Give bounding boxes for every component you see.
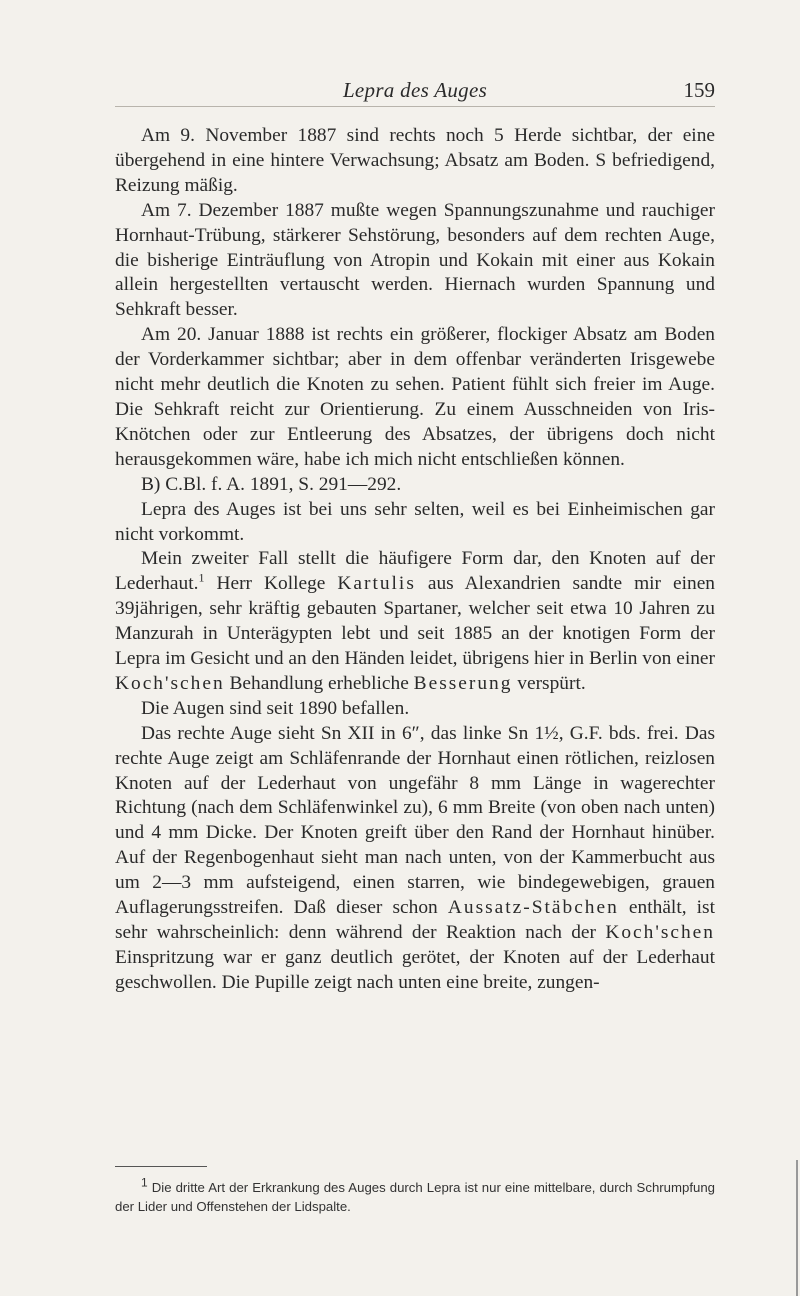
page-edge-mark <box>796 1160 798 1296</box>
footnote-reference: 1 <box>198 570 205 585</box>
paragraph-text: Behandlung erhebliche <box>224 672 414 694</box>
paragraph-5 <box>115 498 715 548</box>
page-number: 159 <box>683 78 715 102</box>
citation-paragraph <box>115 473 715 498</box>
paragraph-text: verspürt. <box>512 672 586 694</box>
header-rule <box>115 106 715 107</box>
paragraph-8 <box>115 722 715 996</box>
footnote <box>115 1175 715 1216</box>
paragraph-text: Am 7. Dezember 1887 mußte wegen Spannungszunahme und rauchiger Hornhaut-Trübung, stärkerer Sehstörung, besonders auf dem rechten Auge, die bisherige Einträuflung von Atropin und Kokain mit einer aus Kokain allein hergestellten vertauscht werden. Hiernach wurden Spannung und Sehkraft besser. <box>115 199 715 321</box>
paragraph-text: aus Alexandrien sandte mir einen 39jährigen, sehr kräftig gebauten Spartaner, welcher seit etwa 10 Jahren zu Manzurah in Unterägypten lebt und seit 1885 an der knotigen Form der Lepra im Gesicht und an den Händen leidet, übrigens hier in Berlin von einer <box>115 573 715 670</box>
citation-text: B) C.Bl. f. A. 1891, S. 291—292. <box>141 473 402 495</box>
running-head: Lepra des Auges <box>342 78 488 102</box>
paragraph-text: Das rechte Auge sieht Sn XII in 6″, das linke Sn 1½, G.F. bds. frei. Das rechte Auge zeigt am Schläfenrande der Hornhaut einen rötlichen, reizlosen Knoten auf der Lederhaut von ungefähr 8 mm Länge in wagerechter Richtung (nach dem Schläfenwinkel zu), 6 mm Breite (von oben nach unten) und 4 mm Dicke. Der Knoten greift über den Rand der Hornhaut hinüber. Auf der Regenbogenhaut sieht man nach unten, von der Kammerbucht aus um 2—3 mm aufsteigend, einen starren, wie bindegewebigen, grauen Auflagerungsstreifen. Daß dieser schon <box>115 722 715 919</box>
body-text <box>115 124 715 996</box>
footnote-marker: 1 <box>141 1175 148 1190</box>
paragraph-text: Die Augen sind seit 1890 befallen. <box>141 697 410 719</box>
footnote-divider <box>115 1166 207 1167</box>
paragraph-2 <box>115 199 715 324</box>
emphasized-term: Aussatz-Stäbchen <box>447 897 619 919</box>
paragraph-text: Am 20. Januar 1888 ist rechts ein größerer, flockiger Absatz am Boden der Vorderkammer sichtbar; aber in dem offenbar veränderten Irisgewebe nicht mehr deutlich die Knoten zu sehen. Patient fühlt sich freier im Auge. Die Sehkraft reicht zur Orientierung. Zu einem Ausschneiden von Iris-Knötchen oder zur Entleerung des Absatzes, der übrigens doch nicht herausgekommen wäre, habe ich mich nicht entschließen können. <box>115 324 715 470</box>
person-name-kartulis: Kartulis <box>337 573 416 595</box>
paragraph-text: Einspritzung war er ganz deutlich gerötet, der Knoten auf der Lederhaut geschwollen. Die Pupille zeigt nach unten eine breite, zungen- <box>115 946 715 993</box>
emphasized-word: Besserung <box>413 672 513 694</box>
paragraph-7 <box>115 697 715 722</box>
paragraph-6 <box>115 547 715 696</box>
paragraph-text: Lepra des Auges ist bei uns sehr selten, weil es bei Einheimischen gar nicht vorkommt. <box>115 498 715 545</box>
paragraph-text: Herr Kollege <box>204 573 338 595</box>
footnote-text: Die dritte Art der Erkrankung des Auges durch Lepra ist nur eine mittelbare, durch Schrumpfung der Lider und Offenstehen der Lidspalte. <box>115 1180 715 1214</box>
paragraph-3 <box>115 323 715 472</box>
paragraph-1 <box>115 124 715 199</box>
person-name-koch: Koch'schen <box>605 922 715 943</box>
paragraph-text: Am 9. November 1887 sind rechts noch 5 Herde sichtbar, der eine übergehend in eine hintere Verwachsung; Absatz am Boden. S befriedigend, Reizung mäßig. <box>115 125 715 196</box>
person-name-koch: Koch'schen <box>115 672 225 694</box>
paragraph-text: enthält, ist sehr wahrscheinlich: denn während der Reaktion nach der <box>115 897 715 943</box>
page-header <box>115 72 715 112</box>
paragraph-text: Mein zweiter Fall stellt die häufigere Form dar, den Knoten auf der Lederhaut. <box>115 548 715 595</box>
footnotes <box>115 1175 715 1216</box>
